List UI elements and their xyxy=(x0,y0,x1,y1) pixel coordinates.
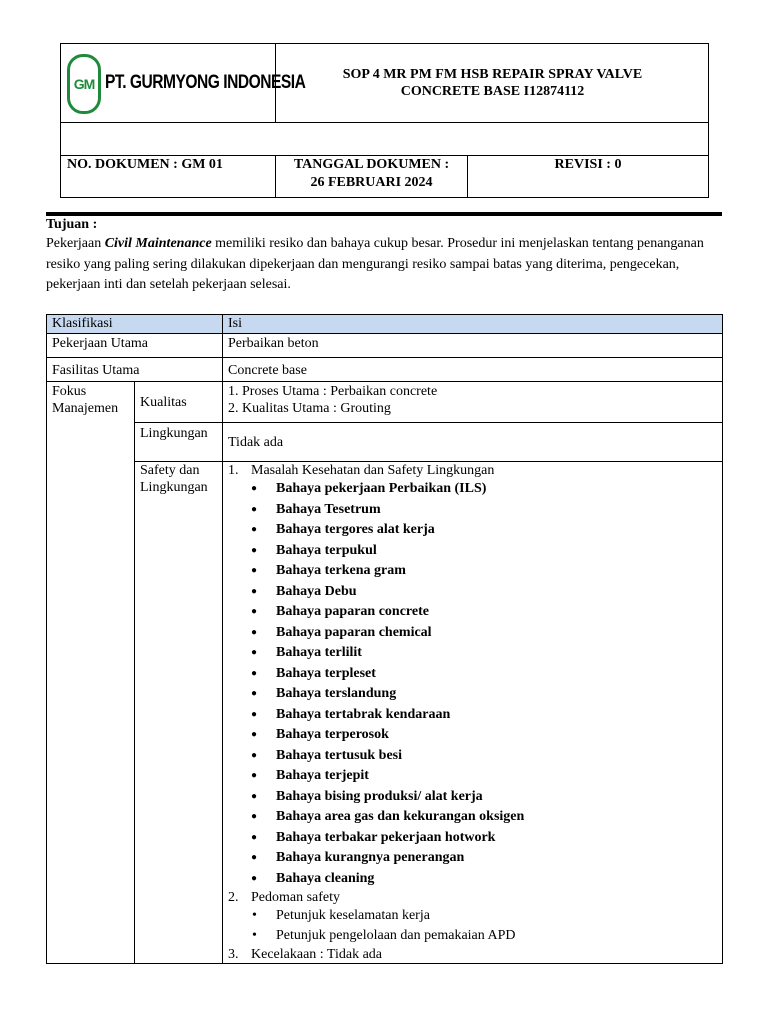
safety-section-3: 3. Kecelakaan : Tidak ada xyxy=(228,947,383,962)
safety-section-2: 2. Pedoman safety xyxy=(228,890,341,905)
tujuan-paragraph: Pekerjaan Civil Maintenance memiliki resiko dan bahaya cukup besar. Prosedur ini menjelaskan tentang penanganan resiko yang paling sering dilakukan dipekerjaan dan mengurangi resiko sampai batas yang diterima, pengecekan, pekerjaan inti dan setelah pekerjaan selesai. xyxy=(46,236,704,292)
list-item: ● Bahaya kurangnya penerangan xyxy=(228,848,717,869)
list-item: ● Bahaya tertusuk besi xyxy=(228,746,717,767)
list-item: ● Bahaya terkena gram xyxy=(228,561,717,582)
section-rule xyxy=(46,212,722,216)
list-item: ● Bahaya terpleset xyxy=(228,664,717,685)
table-row: Safety dan Lingkungan 1. Masalah Kesehatan dan Safety Lingkungan ● Bahaya pekerjaan Perbaikan (ILS) ● Bahaya Tesetrum ● Bahaya tergores alat kerja ● Bahaya terpukul ● Bahaya terkena gram ● Bahaya Debu ● Bahaya paparan concrete ● Bahaya paparan chemical ● Bahaya terlilit ● Bahaya terpleset ● Bahaya terslandung ● Bahaya tertabrak kendaraan ● Bahaya terperosok ● Bahaya tertusuk besi ● Bahaya terjepit ● Bahaya bising produksi/ alat kerja ● Bahaya area gas dan kekurangan oksigen ● Bahaya terbakar pekerjaan hotwork ● Bahaya kurangnya penerangan ● Bahaya cleaning 2. Pedoman safety • Petunjuk keselamatan kerja • Petunjuk pengelolaan dan pemakaian APD 3. Kecelakaan : Tidak ada xyxy=(47,462,723,964)
document-header xyxy=(60,43,709,198)
list-item: ● Bahaya terperosok xyxy=(228,725,717,746)
table-row: Pekerjaan Utama Perbaikan beton xyxy=(47,334,723,358)
list-item: • Petunjuk pengelolaan dan pemakaian APD xyxy=(228,926,717,946)
list-item: • Petunjuk keselamatan kerja xyxy=(228,906,717,926)
company-logo xyxy=(65,54,306,116)
table-row: Fokus Manajemen Kualitas 1. Proses Utama : Perbaikan concrete 2. Kualitas Utama : Grouting xyxy=(47,382,723,423)
hazard-list xyxy=(228,479,717,889)
list-item: ● Bahaya cleaning xyxy=(228,869,717,890)
list-item: ● Bahaya terjepit xyxy=(228,766,717,787)
list-item: ● Bahaya area gas dan kekurangan oksigen xyxy=(228,807,717,828)
list-item: ● Bahaya tergores alat kerja xyxy=(228,520,717,541)
fokus-manajemen-label: Fokus Manajemen xyxy=(47,382,135,964)
safety-section-1: 1. Masalah Kesehatan dan Safety Lingkungan xyxy=(228,463,495,478)
safety-content xyxy=(223,462,723,964)
guide-list xyxy=(228,906,717,946)
list-item: ● Bahaya Debu xyxy=(228,582,717,603)
document-date: TANGGAL DOKUMEN : 26 FEBRUARI 2024 xyxy=(293,157,450,190)
document-revision: REVISI : 0 xyxy=(554,157,622,172)
gm-logo-icon: GM xyxy=(67,54,101,114)
table-row: Lingkungan Tidak ada xyxy=(47,423,723,462)
header-isi: Isi xyxy=(223,315,723,334)
list-item: ● Bahaya pekerjaan Perbaikan (ILS) xyxy=(228,479,717,500)
list-item: ● Bahaya paparan concrete xyxy=(228,602,717,623)
table-row: Fasilitas Utama Concrete base xyxy=(47,358,723,382)
kualitas-items: 1. Proses Utama : Perbaikan concrete 2. Kualitas Utama : Grouting xyxy=(223,382,723,423)
list-item: ● Bahaya Tesetrum xyxy=(228,500,717,521)
company-name: PT. GURMYONG INDONESIA xyxy=(105,72,306,93)
list-item: ● Bahaya terslandung xyxy=(228,684,717,705)
sop-title: SOP 4 MR PM FM HSB REPAIR SPRAY VALVE CONCRETE BASE I12874112 xyxy=(342,67,643,99)
table-header-row xyxy=(47,315,723,334)
classification-table xyxy=(46,314,723,964)
list-item: ● Bahaya terpukul xyxy=(228,541,717,562)
header-klasifikasi: Klasifikasi xyxy=(47,315,223,334)
list-item: ● Bahaya bising produksi/ alat kerja xyxy=(228,787,717,808)
header-divider xyxy=(61,122,708,123)
list-item: ● Bahaya paparan chemical xyxy=(228,623,717,644)
list-item: ● Bahaya tertabrak kendaraan xyxy=(228,705,717,726)
tujuan-heading: Tujuan : xyxy=(46,217,98,232)
document-number: NO. DOKUMEN : GM 01 xyxy=(67,157,223,172)
list-item: ● Bahaya terbakar pekerjaan hotwork xyxy=(228,828,717,849)
list-item: ● Bahaya terlilit xyxy=(228,643,717,664)
